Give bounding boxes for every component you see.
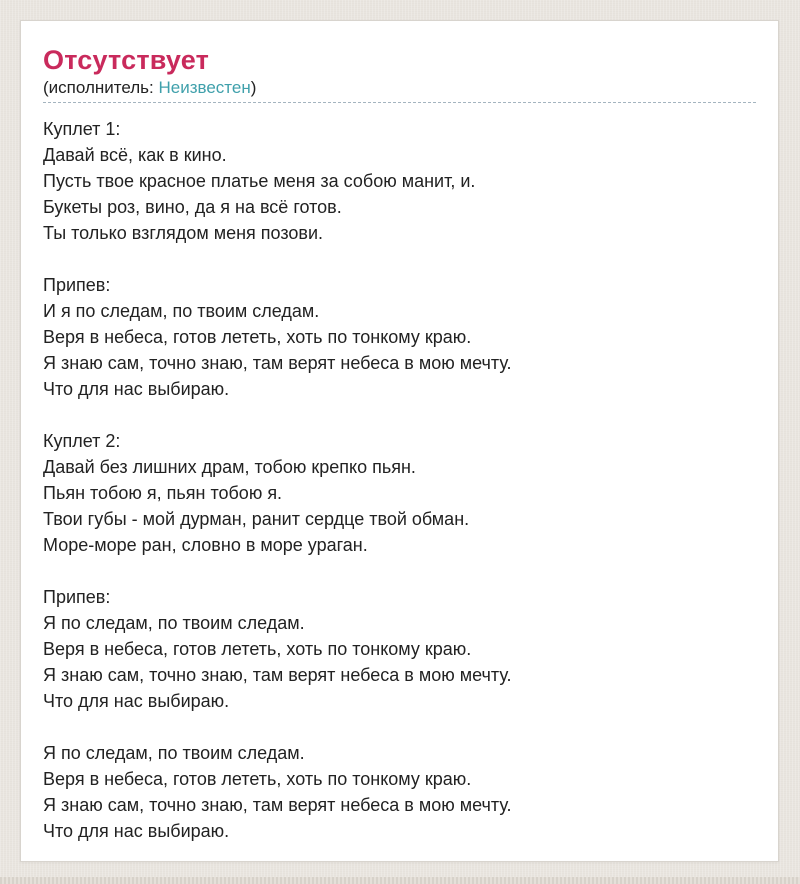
song-title: Отсутствует bbox=[43, 45, 210, 75]
page-edge-texture bbox=[0, 877, 800, 884]
lyrics-stanza: Припев: Я по следам, по твоим следам. Веря в небеса, готов лететь, хоть по тонкому краю. Я знаю сам, точно знаю, там верят небеса в мою мечту. Что для нас выбираю. bbox=[43, 587, 512, 712]
lyrics-stanza: Куплет 1: Давай всё, как в кино. Пусть твое красное платье меня за собою манит, и. Букеты роз, вино, да я на всё готов. Ты только взглядом меня позови. bbox=[43, 119, 476, 244]
artist-line bbox=[43, 78, 756, 103]
artist-label-suffix: ) bbox=[250, 78, 257, 98]
artist-label-prefix: (исполнитель: bbox=[43, 78, 159, 98]
lyrics-card bbox=[20, 20, 779, 862]
artist-link[interactable]: Неизвестен bbox=[158, 78, 251, 98]
lyrics-stanza: Куплет 2: Давай без лишних драм, тобою крепко пьян. Пьян тобою я, пьян тобою я. Твои губы - мой дурман, ранит сердце твой обман. Море-море ран, словно в море ураган. bbox=[43, 431, 470, 556]
lyrics-text bbox=[43, 103, 756, 844]
lyrics-stanza: Я по следам, по твоим следам. Веря в небеса, готов лететь, хоть по тонкому краю. Я знаю сам, точно знаю, там верят небеса в мою мечту. Что для нас выбираю. bbox=[43, 743, 512, 842]
lyrics-stanza: Припев: И я по следам, по твоим следам. Веря в небеса, готов лететь, хоть по тонкому краю. Я знаю сам, точно знаю, там верят небеса в мою мечту. Что для нас выбираю. bbox=[43, 275, 512, 400]
card-content bbox=[21, 21, 778, 844]
